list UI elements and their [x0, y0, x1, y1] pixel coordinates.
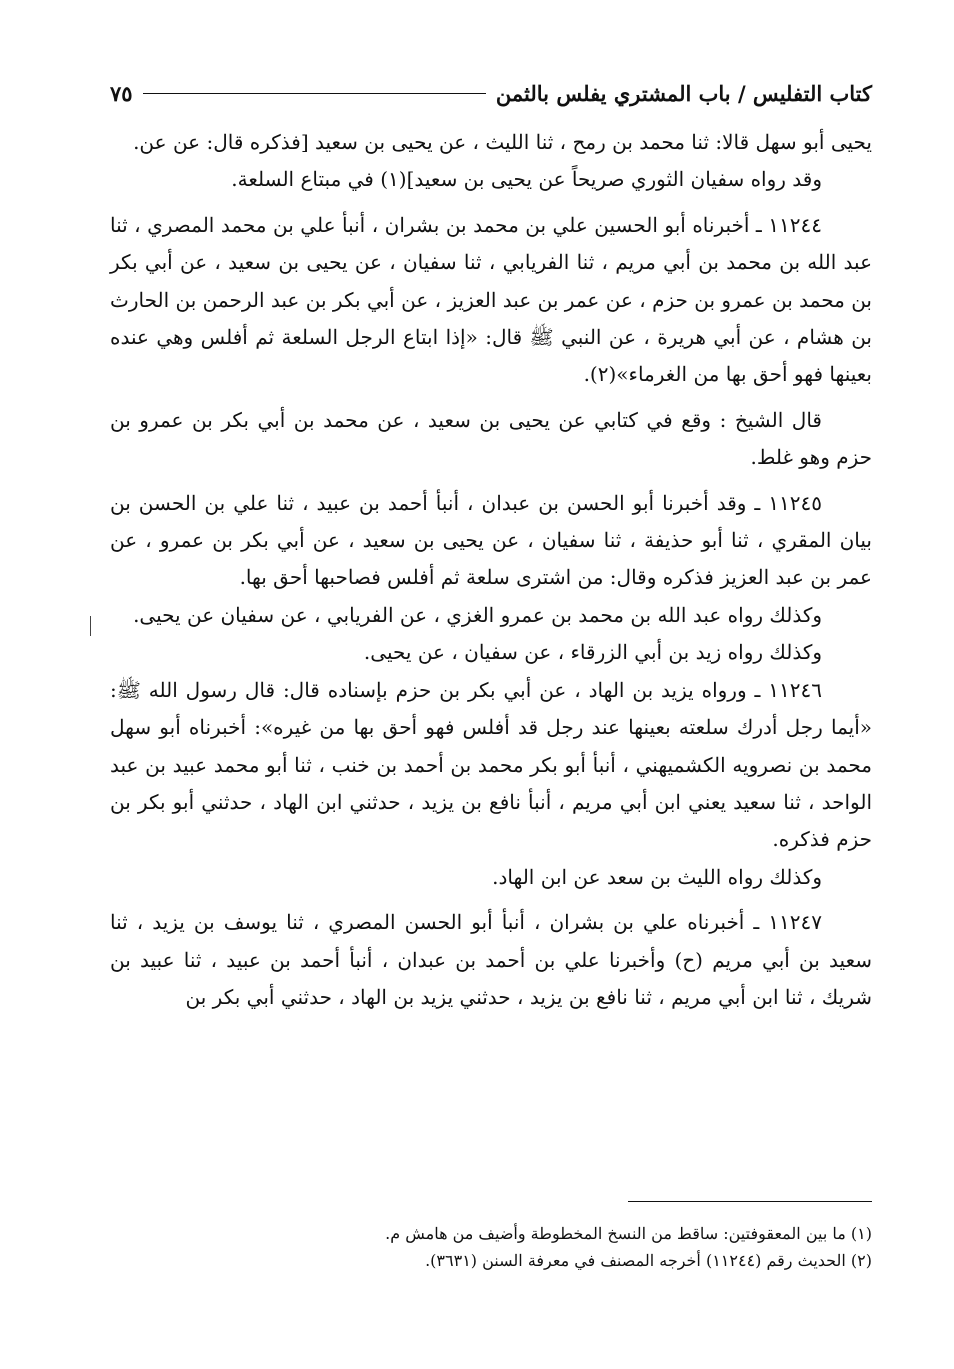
- footnotes: [110, 1220, 872, 1274]
- footnote-separator: [628, 1201, 872, 1202]
- paragraph: وقد رواه سفيان الثوري صريحاً عن يحيى بن سعيد](١) في مبتاع السلعة.: [231, 167, 822, 192]
- paragraph: قال الشيخ : وقع في كتابي عن يحيى بن سعيد ، عن محمد بن أبي بكر بن عمرو بن حزم وهو غلط.: [110, 407, 872, 470]
- margin-mark: [90, 616, 91, 636]
- hadith-11244: ١١٢٤٤ ـ أخبرناه أبو الحسين علي بن محمد بن بشران ، أنبأ علي بن محمد المصري ، ثنا عبد الله بن محمد بن أبي مريم ، ثنا الفريابي ، ثنا سفيان ، عن يحيى بن سعيد ، عن أبي بكر بن محمد بن عمرو بن حزم ، عن عمر بن عبد العزيز ، عن أبي بكر بن عبد الرحمن بن الحارث بن هشام ، عن أبي هريرة ، عن النبي ﷺ قال: «إذا ابتاع الرجل السلعة ثم أفلس وهي عنده بعينها فهو أحق بها من الغرماء»(٢).: [110, 212, 872, 387]
- hadith-11246: ١١٢٤٦ ـ ورواه يزيد بن الهاد ، عن أبي بكر بن حزم بإسناده قال: قال رسول الله ﷺ: «أيما رجل أدرك سلعته بعينها عند رجل قد أفلس فهو أحق بها من غيره»: أخبرناه أبو سهل محمد بن نصرويه الكشميهني ، أنبأ أبو بكر محمد بن أحمد بن خنب ، ثنا أبو محمد عبيد بن عبد الواحد ، ثنا سعيد يعني ابن أبي مريم ، أنبأ نافع بن يزيد ، حدثني ابن الهاد ، حدثني أبو بكر بن حزم فذكره.: [110, 677, 872, 852]
- header-rule: [143, 93, 486, 94]
- hadith-11245: ١١٢٤٥ ـ وقد أخبرنا أبو الحسن بن عبدان ، أنبأ أحمد بن عبيد ، ثنا علي بن الحسن بن بيان المقري ، ثنا أبو حذيفة ، ثنا سفيان ، عن يحيى بن سعيد ، عن أبي بكر بن عمرو ، عن عمر بن عبد العزيز فذكره وقال: من اشترى سلعة ثم أفلس فصاحبها أحق بها.: [110, 490, 872, 590]
- paragraph: وكذلك رواه عبد الله بن محمد بن عمرو الغزي ، عن الفريابي ، عن سفيان عن يحيى.: [133, 602, 822, 627]
- page-body: [110, 124, 872, 1016]
- page-number: ٧٥: [110, 80, 133, 106]
- hadith-11247: ١١٢٤٧ ـ أخبرناه علي بن بشران ، أنبأ أبو الحسن المصري ، ثنا يوسف بن يزيد ، ثنا سعيد بن أبي مريم (ح) وأخبرنا علي بن أحمد بن عبدان ، أنبأ أحمد بن عبيد ، ثنا عبيد بن شريك ، ثنا ابن أبي مريم ، ثنا نافع بن يزيد ، حدثني يزيد بن الهاد ، حدثني أبي بكر بن: [110, 910, 872, 1009]
- paragraph: وكذلك رواه زيد بن أبي الزرقاء ، عن سفيان ، عن يحيى.: [363, 640, 822, 665]
- running-header-title: كتاب التفليس / باب المشتري يفلس بالثمن: [495, 80, 872, 106]
- footnote: (١) ما بين المعقوفتين: ساقط من النسخ المخطوطة وأضيف من هامش م.: [385, 1224, 872, 1243]
- paragraph-continuation: يحيى أبو سهل قالا: ثنا محمد بن رمح ، ثنا الليث ، عن يحيى بن سعيد [فذكره قال: عن عن.: [133, 130, 872, 154]
- running-header: [110, 76, 872, 110]
- footnote: (٢) الحديث رقم (١١٢٤٤) أخرجه المصنف في معرفة السنن (٣٦٣١).: [425, 1251, 872, 1270]
- paragraph: وكذلك رواه الليث بن سعد عن ابن الهاد.: [492, 864, 822, 889]
